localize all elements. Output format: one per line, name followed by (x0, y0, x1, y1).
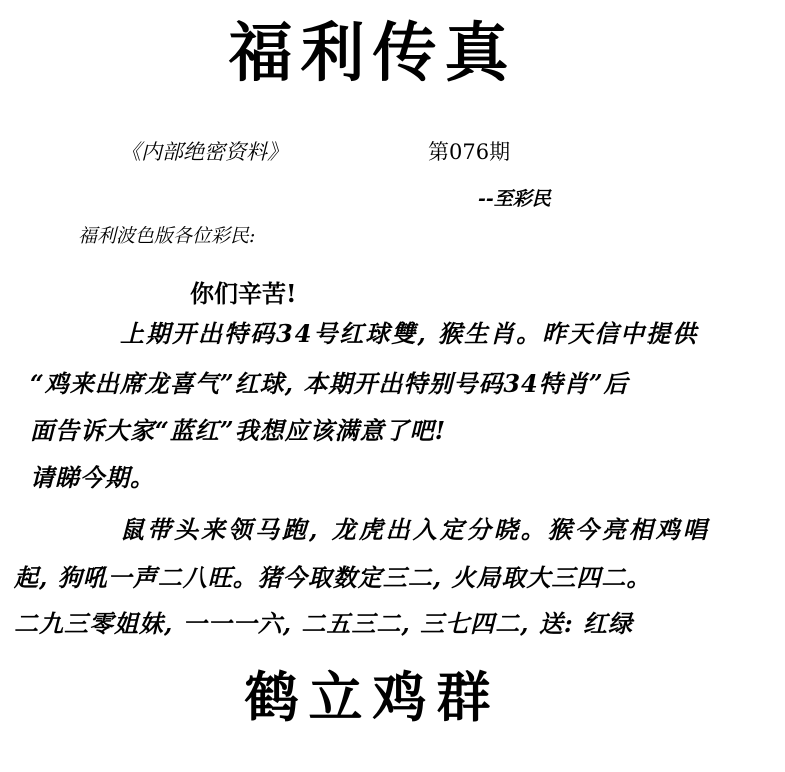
issue-number: 第076期 (428, 140, 511, 164)
body-line: 鼠带头来领马跑, 龙虎出入定分晓。猴今亮相鸡唱 (120, 515, 710, 544)
footer-title: 鹤立鸡群 (244, 665, 501, 729)
salutation: 福利波色版各位彩民: (78, 225, 256, 247)
body-line: 请睇今期。 (30, 463, 155, 492)
signature: --至彩民 (478, 188, 551, 210)
body-line: 二九三零姐妹, 一一一六, 二五三二, 三七四二, 送: 红绿 (14, 609, 634, 638)
confidential-label: 《内部绝密资料》 (120, 140, 288, 164)
body-line: “鸡来出席龙喜气”红球, 本期开出特别号码34特肖”后 (30, 369, 629, 398)
body-line: 面告诉大家“蓝红”我想应该满意了吧! (30, 416, 447, 445)
greeting: 你们辛苦! (190, 279, 297, 308)
body-line: 起, 狗吼一声二八旺。猪今取数定三二, 火局取大三四二。 (14, 563, 652, 592)
page-title: 福利传真 (228, 16, 517, 91)
body-line: 上期开出特码34号红球雙, 猴生肖。昨天信中提供 (120, 319, 699, 348)
